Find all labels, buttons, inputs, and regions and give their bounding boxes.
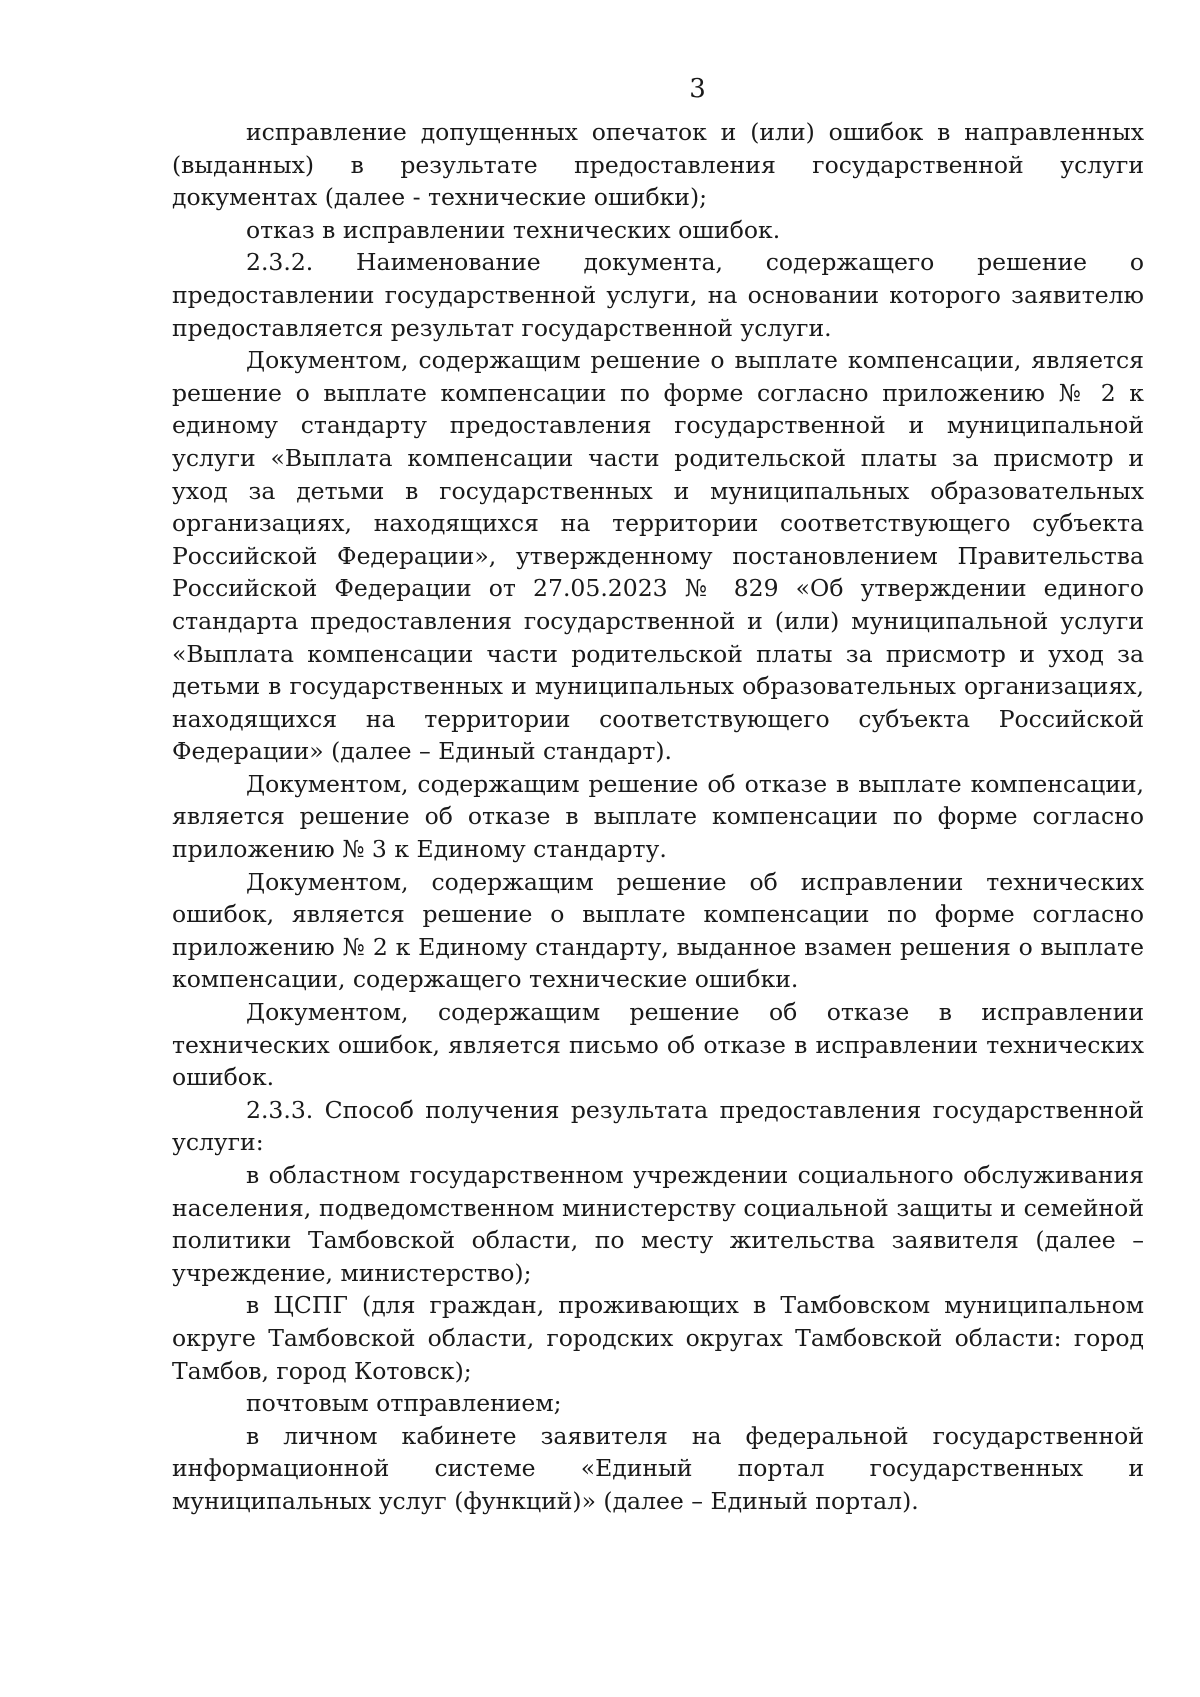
paragraph-section-2-3-2: 2.3.2. Наименование документа, содержащего решение о предоставлении государственной услуги, на основании которого заявителю предоставляется результат государственной услуги. <box>172 248 1144 342</box>
paragraph-method-post: почтовым отправлением; <box>246 1389 562 1418</box>
paragraph-payment-decision: Документом, содержащим решение о выплате компенсации, является решение о выплате компенсации по форме согласно приложению № 2 к единому стандарту предоставления государственной и муниципальной услуги «Выплата компенсации части родительской платы за присмотр и уход за детьми в государственных и муниципальных образовательных организациях, находящихся на территории соответствующего субъекта Российской Федерации», утвержденному постановлением Правительства Российской Федерации от 27.05.2023 № 829 «Об утверждении единого стандарта предоставления государственной и (или) муниципальной услуги «Выплата компенсации части родительской платы за присмотр и уход за детьми в государственных и муниципальных образовательных организациях, находящихся на территории соответствующего субъекта Российской Федерации» (далее – Единый стандарт). <box>172 346 1144 766</box>
paragraph-technical-errors-definition: исправление допущенных опечаток и (или) ошибок в направленных (выданных) в результате предоставления государственной услуги документах (далее - технические ошибки); <box>172 118 1144 212</box>
paragraph-method-institution: в областном государственном учреждении социального обслуживания населения, подведомственном министерству социальной защиты и семейной политики Тамбовской области, по месту жительства заявителя (далее – учреждение, министерство); <box>172 1161 1144 1287</box>
paragraph-method-portal: в личном кабинете заявителя на федеральной государственной информационной системе «Единый портал государственных и муниципальных услуг (функций)» (далее – Единый портал). <box>172 1421 1144 1515</box>
paragraph-refusal-payment-decision: Документом, содержащим решение об отказе в выплате компенсации, является решение об отказе в выплате компенсации по форме согласно приложению № 3 к Единому стандарту. <box>172 769 1144 864</box>
paragraph-method-cspg: в ЦСПГ (для граждан, проживающих в Тамбовском муниципальном округе Тамбовской области, городских округах Тамбовской области: город Тамбов, город Котовск); <box>172 1291 1144 1385</box>
paragraph-refusal-correction-letter: Документом, содержащим решение об отказе в исправлении технических ошибок, является письмо об отказе в исправлении технических ошибок. <box>172 998 1144 1092</box>
paragraph-section-2-3-3: 2.3.3. Способ получения результата предоставления государственной услуги: <box>172 1095 1144 1157</box>
page-number: 3 <box>689 74 706 104</box>
paragraph-refusal-correction: отказ в исправлении технических ошибок. <box>246 215 781 244</box>
paragraph-correction-decision: Документом, содержащим решение об исправлении технических ошибок, является решение о выплате компенсации по форме согласно приложению № 2 к Единому стандарту, выданное взамен решения о выплате компенсации, содержащего технические ошибки. <box>172 867 1144 994</box>
document-body <box>172 116 1144 1518</box>
